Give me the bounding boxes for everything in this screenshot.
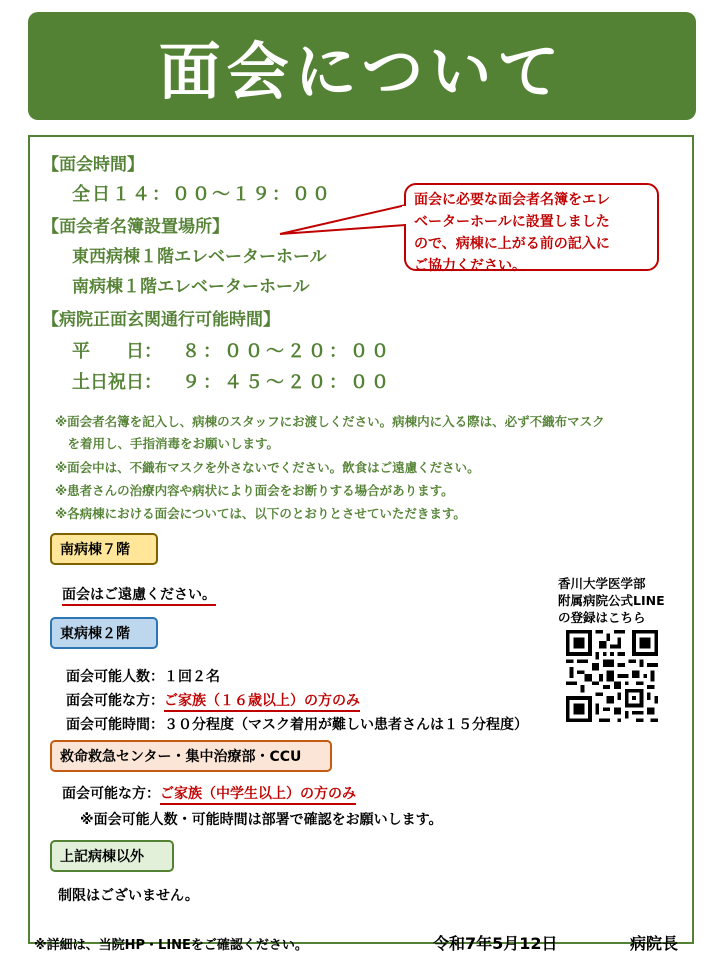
east2-count-value: １回２名 [164,669,220,685]
page-title: 面会について [158,34,566,108]
emergency-who-label: 面会可能な方： [62,786,160,802]
note-line: を着用し、手指消毒をお願いします。 [55,436,280,451]
holiday-label: 土日祝日： [72,372,162,393]
east2-who-row [66,690,360,710]
callout-pointer-mask [402,200,408,228]
east2-count-row [66,666,220,686]
hours-value: 全日１４：００～１９：００ [72,184,332,205]
emergency-who-value: ご家族（中学生以上）の方のみ [160,786,356,805]
callout-line: ので、病棟に上がる前の記入に [414,236,610,252]
footer-note: ※詳細は、当院HP・LINEをご確認ください。 [34,938,308,953]
weekday-time: ８：００～２０：００ [182,341,392,362]
callout-line: 面会に必要な面会者名簿をエレ [414,192,610,208]
emergency-note: ※面会可能人数・可能時間は部署で確認をお願いします。 [80,812,443,828]
footer-signer: 病院長 [630,934,679,953]
entrance-heading: 【病院正面玄関通行可能時間】 [42,310,280,330]
register-location-2: 南病棟１階エレベーターホール [72,277,310,297]
qr-caption-line: の登録はこちら [558,610,646,625]
hours-heading: 【面会時間】 [42,155,144,175]
ward-tag-emergency: 救命救急センター・集中治療部・CCU [50,740,332,772]
register-heading: 【面会者名簿設置場所】 [42,217,229,237]
east2-count-label: 面会可能人数： [66,669,164,685]
register-location-1: 東西病棟１階エレベーターホール [72,247,327,267]
south7-restriction: 面会はご遠慮ください。 [62,587,216,606]
qr-caption-line: 香川大学医学部 [558,576,646,591]
qr-caption [558,575,665,626]
callout-line: ベーターホールに設置しました [414,214,610,230]
callout-line: ご協力ください。 [414,258,526,274]
note-line: ※面会中は、不織布マスクを外さないでください。飲食はご遠慮ください。 [55,460,480,475]
weekday-label: 平 日： [72,341,162,362]
note-line: ※各病棟における面会については、以下のとおりとさせていただきます。 [55,506,466,521]
register-callout [404,183,659,274]
ward-tag-east2: 東病棟２階 [50,617,158,649]
line-qr-code[interactable] [566,630,658,722]
others-text: 制限はございません。 [58,888,199,904]
emergency-who-row [62,783,356,803]
footer-date: 令和7年5月12日 [433,934,558,953]
east2-time-row [66,714,528,734]
holiday-time: ９：４５～２０：００ [182,372,392,393]
east2-time-value: ３０分程度（マスク着用が難しい患者さんは１５分程度） [164,717,528,733]
note-line: ※患者さんの治療内容や病状により面会をお断りする場合があります。 [55,483,454,498]
qr-caption-line: 附属病院公式LINE [558,593,665,608]
ward-tag-south7: 南病棟７階 [50,533,158,565]
note-line: ※面会者名簿を記入し、病棟のスタッフにお渡しください。病棟内に入る際は、必ず不織布マスク [55,414,605,429]
east2-who-value: ご家族（１６歳以上）の方のみ [164,693,360,712]
east2-who-label: 面会可能な方： [66,693,164,709]
south7-text [62,584,216,604]
east2-time-label: 面会可能時間： [66,717,164,733]
ward-tag-others: 上記病棟以外 [50,840,174,872]
